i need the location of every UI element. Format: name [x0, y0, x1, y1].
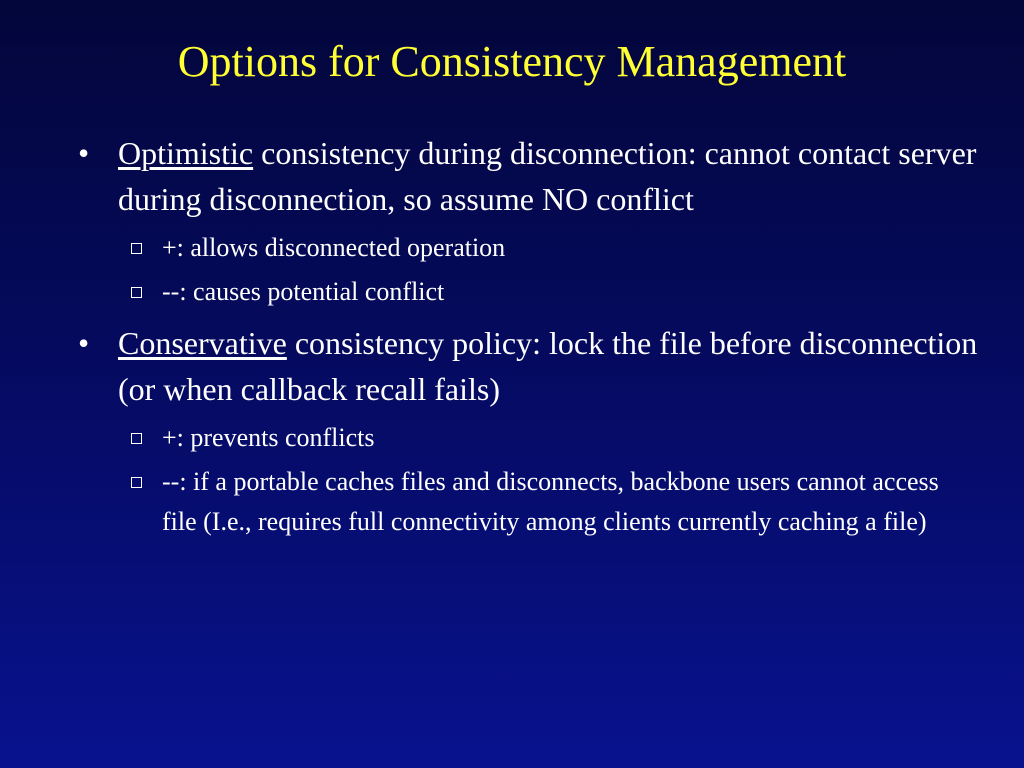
round-bullet-icon: • — [78, 135, 90, 171]
sub-bullet-text: +: allows disconnected operation — [162, 233, 506, 262]
slide-body — [78, 130, 978, 552]
round-bullet-icon: • — [78, 325, 90, 361]
hollow-square-bullet-icon — [131, 287, 142, 298]
sub-bullet-text: --: if a portable caches files and disconnects, backbone users cannot access file (I.e., requires full connectivity among clients currently caching a file) — [162, 467, 939, 536]
hollow-square-bullet-icon — [131, 243, 142, 254]
sub-list-conservative — [78, 418, 978, 542]
sub-bullet — [131, 228, 978, 268]
bullet-text: consistency policy: lock the file before disconnection (or when callback recall fails) — [118, 325, 978, 407]
sub-bullet — [131, 418, 978, 458]
sub-list-optimistic — [78, 228, 978, 312]
bullet-term: Optimistic — [118, 135, 254, 171]
bullet-term: Conservative — [118, 325, 287, 361]
sub-bullet — [131, 272, 978, 312]
sub-bullet-text: +: prevents conflicts — [162, 423, 375, 452]
bullet-conservative — [78, 320, 978, 412]
bullet-text: consistency during disconnection: cannot contact server during disconnection, so assume NO conflict — [118, 135, 977, 217]
hollow-square-bullet-icon — [131, 477, 142, 488]
slide-title: Options for Consistency Management — [177, 37, 847, 86]
hollow-square-bullet-icon — [131, 433, 142, 444]
sub-bullet-text: --: causes potential conflict — [162, 277, 445, 306]
bullet-optimistic — [78, 130, 978, 222]
sub-bullet — [131, 462, 978, 542]
